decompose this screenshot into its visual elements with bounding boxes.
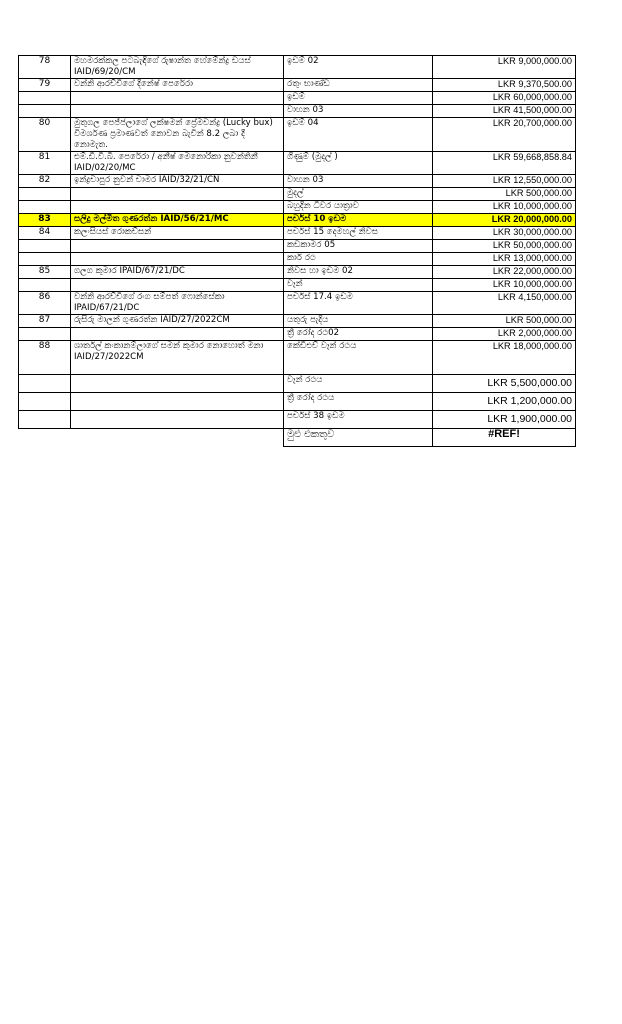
person-name — [71, 253, 284, 266]
person-name — [71, 411, 284, 429]
total-label: මුළු එකතුව — [284, 429, 433, 447]
asset-item: පර්චස් 17.4 ඉඩම — [284, 292, 433, 315]
table-row — [19, 375, 576, 393]
asset-amount: LKR 1,200,000.00 — [433, 393, 576, 411]
asset-item: පර්චස් 38 ඉඩම — [284, 411, 433, 429]
asset-amount: LKR 2,000,000.00 — [433, 328, 576, 341]
asset-table-sheet — [18, 55, 576, 447]
row-number: 80 — [19, 118, 71, 152]
asset-amount: LKR 12,550,000.00 — [433, 175, 576, 188]
asset-amount: LKR 13,000,000.00 — [433, 253, 576, 266]
asset-item: යතුරු පැදිය — [284, 315, 433, 328]
row-number — [19, 411, 71, 429]
asset-item: ගිණුම් (මුදල් ) — [284, 152, 433, 175]
row-number — [19, 279, 71, 292]
asset-amount: LKR 5,500,000.00 — [433, 375, 576, 393]
row-number: 87 — [19, 315, 71, 328]
asset-item: ත්‍රී රෝද රථ02 — [284, 328, 433, 341]
row-number — [19, 393, 71, 411]
row-number: 82 — [19, 175, 71, 188]
asset-amount: LKR 30,000,000.00 — [433, 227, 576, 240]
table-row — [19, 253, 576, 266]
asset-amount: LKR 22,000,000.00 — [433, 266, 576, 279]
row-number: 88 — [19, 341, 71, 375]
person-name — [71, 240, 284, 253]
asset-item: කේඩීඑච් වෑන් රථය — [284, 341, 433, 375]
asset-item: බහුදින ධීවර යාත්‍රාව — [284, 201, 433, 214]
row-number — [19, 201, 71, 214]
asset-amount: LKR 41,500,000.00 — [433, 105, 576, 118]
asset-amount: LKR 500,000.00 — [433, 315, 576, 328]
person-name: ශාර්තල් කංකානම්ලාගේ සමන් කුමාර නොහොත් මනා IAID/27/2022CM — [71, 341, 284, 375]
person-name: එම්.ඩී.වී.බී. පෙරේරා / අනීෂ් මෙනොරිකා නුවන්තිනී IAID/02/20/MC — [71, 152, 284, 175]
person-name — [71, 375, 284, 393]
asset-amount: LKR 18,000,000.00 — [433, 341, 576, 375]
asset-amount: LKR 60,000,000.00 — [433, 92, 576, 105]
person-name: ඉන්ද්‍රචාපුර නුවන් චාමර IAID/32/21/CN — [71, 175, 284, 188]
total-row — [19, 429, 576, 447]
table-row — [19, 266, 576, 279]
asset-item: නිවස හා ඉඩම 02 — [284, 266, 433, 279]
table-row — [19, 393, 576, 411]
row-number — [19, 240, 71, 253]
table-row — [19, 105, 576, 118]
table-row — [19, 328, 576, 341]
person-name: වන්නි ආරච්චිගේ දිනේෂ් පෙරේරා — [71, 79, 284, 92]
asset-item: කාර් රථ — [284, 253, 433, 266]
table-row — [19, 118, 576, 152]
asset-item: වෑන් — [284, 279, 433, 292]
asset-amount: LKR 20,000,000.00 — [433, 214, 576, 227]
asset-amount: LKR 10,000,000.00 — [433, 279, 576, 292]
asset-amount: LKR 500,000.00 — [433, 188, 576, 201]
person-name — [71, 188, 284, 201]
person-name: කලංසියස් රොකච්සන් — [71, 227, 284, 240]
asset-item: පර්චස් 10 ඉඩම — [284, 214, 433, 227]
table-row — [19, 201, 576, 214]
asset-amount: LKR 4,150,000.00 — [433, 292, 576, 315]
person-name: රුසිරු මාලන් ගුණරත්න IAID/27/2022CM — [71, 315, 284, 328]
table-row — [19, 292, 576, 315]
asset-item: ඉඩම් 02 — [284, 56, 433, 79]
asset-amount: LKR 10,000,000.00 — [433, 201, 576, 214]
person-name — [71, 393, 284, 411]
table-row — [19, 188, 576, 201]
table-row-highlighted — [19, 214, 576, 227]
person-name — [71, 92, 284, 105]
asset-item: පර්චස් 15 දෙමහල් නිවස — [284, 227, 433, 240]
row-number — [19, 92, 71, 105]
row-number: 83 — [19, 214, 71, 227]
row-number — [19, 253, 71, 266]
asset-amount: LKR 20,700,000.00 — [433, 118, 576, 152]
row-number: 84 — [19, 227, 71, 240]
person-name: මුතුගල පෙජ්ජලාගේ ලක්ෂමන් ප්‍රේමචන්ද්‍ර (Lucky bux) විමර්ශණ ප්‍රමාණවත් නොවන බැවින් 8.2 ලබා දී නොමැත. — [71, 118, 284, 152]
row-number: 81 — [19, 152, 71, 175]
asset-item: මුදල් — [284, 188, 433, 201]
table-row — [19, 411, 576, 429]
row-number: 86 — [19, 292, 71, 315]
asset-amount: LKR 50,000,000.00 — [433, 240, 576, 253]
asset-item: රතුං භාණ්ඩ — [284, 79, 433, 92]
person-name: ගලග කුමාර IPAID/67/21/DC — [71, 266, 284, 279]
row-number: 78 — [19, 56, 71, 79]
row-number — [19, 105, 71, 118]
asset-item: ඉඩම් — [284, 92, 433, 105]
person-name: සලිදු මල්මිත ගුණරත්න IAID/56/21/MC — [71, 214, 284, 227]
person-name — [71, 279, 284, 292]
table-row — [19, 175, 576, 188]
person-name — [71, 105, 284, 118]
person-name: මහමරක්කල පටබැඳිගේ රුෂාන්ත හේමේන්ද්‍ර ඩයස් IAID/69/20/CM — [71, 56, 284, 79]
table-row — [19, 315, 576, 328]
asset-item: ත්‍රී රෝද රථය — [284, 393, 433, 411]
asset-item: වාහන 03 — [284, 175, 433, 188]
asset-item: වෑන් රථය — [284, 375, 433, 393]
table-row — [19, 279, 576, 292]
row-number: 85 — [19, 266, 71, 279]
person-name — [71, 201, 284, 214]
asset-amount: LKR 9,370,500.00 — [433, 79, 576, 92]
table-row — [19, 227, 576, 240]
asset-item: ඉඩම් 04 — [284, 118, 433, 152]
table-row — [19, 152, 576, 175]
total-value: #REF! — [433, 429, 576, 447]
table-row — [19, 79, 576, 92]
asset-amount: LKR 1,900,000.00 — [433, 411, 576, 429]
row-number — [19, 188, 71, 201]
table-row — [19, 92, 576, 105]
person-name — [71, 328, 284, 341]
row-number — [19, 375, 71, 393]
asset-item: කඩකාමර 05 — [284, 240, 433, 253]
person-name: වන්නි ආරච්චිගේ රංග සම්පත් ෆොන්සේකා IPAID/67/21/DC — [71, 292, 284, 315]
table-row — [19, 56, 576, 79]
asset-table — [18, 55, 576, 447]
asset-amount: LKR 59,668,858.84 — [433, 152, 576, 175]
asset-item: වාහන 03 — [284, 105, 433, 118]
asset-amount: LKR 9,000,000.00 — [433, 56, 576, 79]
row-number: 79 — [19, 79, 71, 92]
table-row — [19, 341, 576, 375]
row-number — [19, 328, 71, 341]
table-row — [19, 240, 576, 253]
